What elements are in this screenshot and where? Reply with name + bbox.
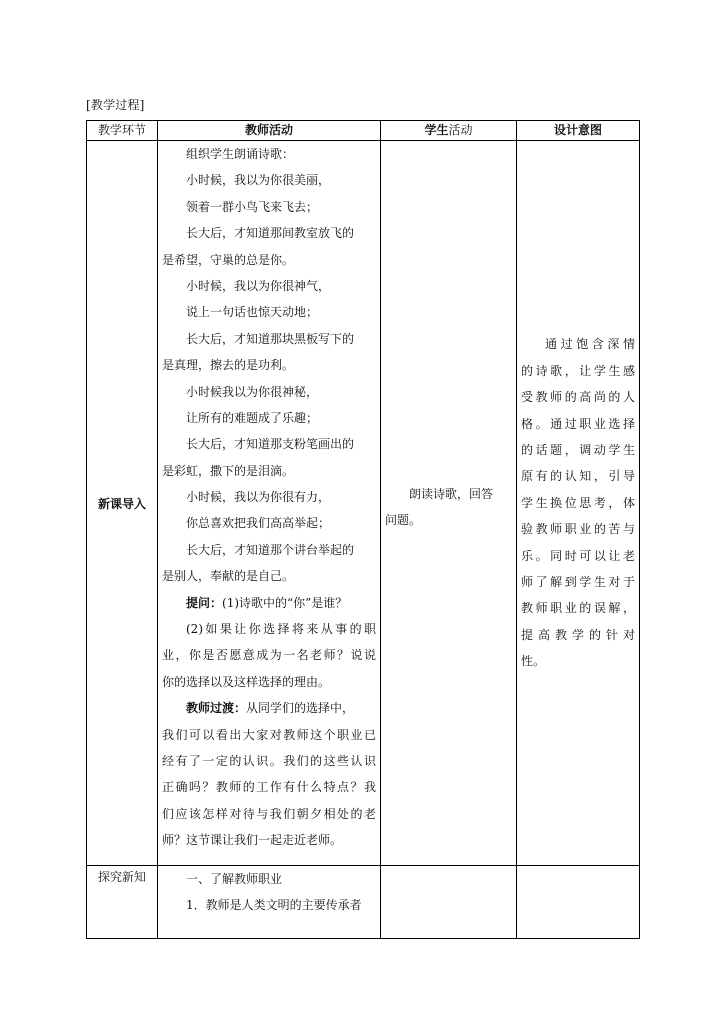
teacher-activity-line: 提问：(1)诗歌中的“你”是谁？ bbox=[186, 595, 348, 610]
design-intent-line: 的诗歌，让学生感 bbox=[521, 363, 635, 378]
teacher-activity-line: 是希望，守巢的总是你。 bbox=[162, 252, 295, 267]
header-design-intent: 设计意图 bbox=[517, 121, 640, 141]
teacher-activity-line: 组织学生朗诵诗歌： bbox=[186, 147, 295, 161]
teacher-activity-line: 一、了解教师职业 bbox=[186, 872, 283, 886]
teacher-activity-bold-label: 提问： bbox=[186, 595, 223, 610]
design-intent-line: 验教师职业的苦与 bbox=[521, 522, 635, 537]
student-activity-line: 朗读诗歌，回答 bbox=[409, 486, 494, 501]
teacher-activity-line: 长大后，才知道那个讲台举起的 bbox=[186, 542, 355, 557]
teacher-activity-line: 你总喜欢把我们高高举起； bbox=[186, 516, 331, 531]
design-intent-line: 教师职业的误解， bbox=[521, 601, 635, 616]
table-row bbox=[87, 141, 640, 866]
header-stage: 教学环节 bbox=[87, 121, 158, 141]
table-row bbox=[87, 866, 640, 939]
design-intent-line: 受教师的高尚的人 bbox=[521, 390, 635, 405]
student-activity-line: 问题。 bbox=[385, 513, 422, 527]
header-row bbox=[87, 121, 640, 141]
student-activity-cell bbox=[381, 866, 517, 939]
teacher-activity-line: 小时候，我以为你很美丽， bbox=[186, 173, 331, 188]
design-intent-line: 提高教学的针对 bbox=[521, 627, 635, 642]
header-student-activity-a: 学生 bbox=[424, 123, 449, 137]
teacher-activity-line: 领着一群小鸟飞来飞去； bbox=[186, 199, 319, 214]
teacher-activity-line: 们应该怎样对待与我们朝夕相处的老 bbox=[162, 806, 376, 821]
design-intent-line: 乐。同时可以让老 bbox=[521, 548, 635, 563]
teacher-activity-line: 我们可以看出大家对教师这个职业已 bbox=[162, 727, 376, 742]
teacher-activity-line: 是别人，奉献的是自己。 bbox=[162, 569, 295, 584]
header-student-activity-b: 活动 bbox=[448, 123, 473, 137]
teacher-activity-line: (2)如果让你选择将来从事的职 bbox=[186, 622, 376, 637]
teacher-activity-line: 正确吗？教师的工作有什么特点？我 bbox=[162, 780, 376, 795]
lesson-table bbox=[86, 120, 640, 939]
teacher-activity-line: 是彩虹，撒下的是泪滴。 bbox=[162, 463, 295, 478]
design-intent-line: 格。通过职业选择 bbox=[521, 416, 635, 431]
teacher-activity-line: 师？这节课让我们一起走近老师。 bbox=[162, 833, 343, 848]
teacher-activity-line: 小时候，我以为你很神气， bbox=[186, 278, 331, 293]
header-student-activity bbox=[381, 121, 517, 141]
teacher-activity-line: 小时候我以为你很神秘， bbox=[186, 384, 319, 399]
teacher-activity-bold-label: 教师过渡： bbox=[186, 701, 247, 716]
design-intent-cell bbox=[517, 141, 640, 866]
stage-cell: 新课导入 bbox=[87, 141, 158, 866]
teacher-activity-cell bbox=[158, 141, 381, 866]
teacher-activity-line: 业，你是否愿意成为一名老师？说说 bbox=[162, 648, 376, 663]
teacher-activity-line: 1．教师是人类文明的主要传承者 bbox=[186, 898, 362, 913]
teacher-activity-line: 长大后，才知道那间教室放飞的 bbox=[186, 226, 355, 241]
teacher-activity-line: 你的选择以及这样选择的理由。 bbox=[162, 674, 331, 689]
design-intent-line: 学生换位思考，体 bbox=[521, 495, 635, 510]
teacher-activity-line: 经有了一定的认识。我们的这些认识 bbox=[162, 753, 376, 768]
design-intent-cell bbox=[517, 866, 640, 939]
teacher-activity-line: 是真理，擦去的是功利。 bbox=[162, 358, 295, 373]
design-intent-line: 性。 bbox=[521, 654, 546, 669]
design-intent-line: 通过饱含深情 bbox=[545, 337, 635, 352]
design-intent-line: 原有的认知，引导 bbox=[521, 469, 635, 484]
teacher-activity-line: 说上一句话也惊天动地； bbox=[186, 305, 319, 320]
teacher-activity-line: 长大后，才知道那支粉笔画出的 bbox=[186, 437, 355, 452]
stage-cell: 探究新知 bbox=[87, 866, 158, 939]
header-teacher-activity: 教师活动 bbox=[158, 121, 381, 141]
teacher-activity-line: 让所有的难题成了乐趣； bbox=[186, 410, 319, 425]
design-intent-line: 的话题，调动学生 bbox=[521, 443, 635, 458]
design-intent-line: 师了解到学生对于 bbox=[521, 574, 635, 589]
teacher-activity-line: 小时候，我以为你很有力， bbox=[186, 490, 331, 505]
section-title: [教学过程] bbox=[86, 98, 145, 112]
student-activity-cell bbox=[381, 141, 517, 866]
teacher-activity-cell bbox=[158, 866, 381, 939]
teacher-activity-line: 长大后，才知道那块黑板写下的 bbox=[186, 331, 355, 346]
teacher-activity-line: 教师过渡：从同学们的选择中， bbox=[186, 701, 355, 716]
